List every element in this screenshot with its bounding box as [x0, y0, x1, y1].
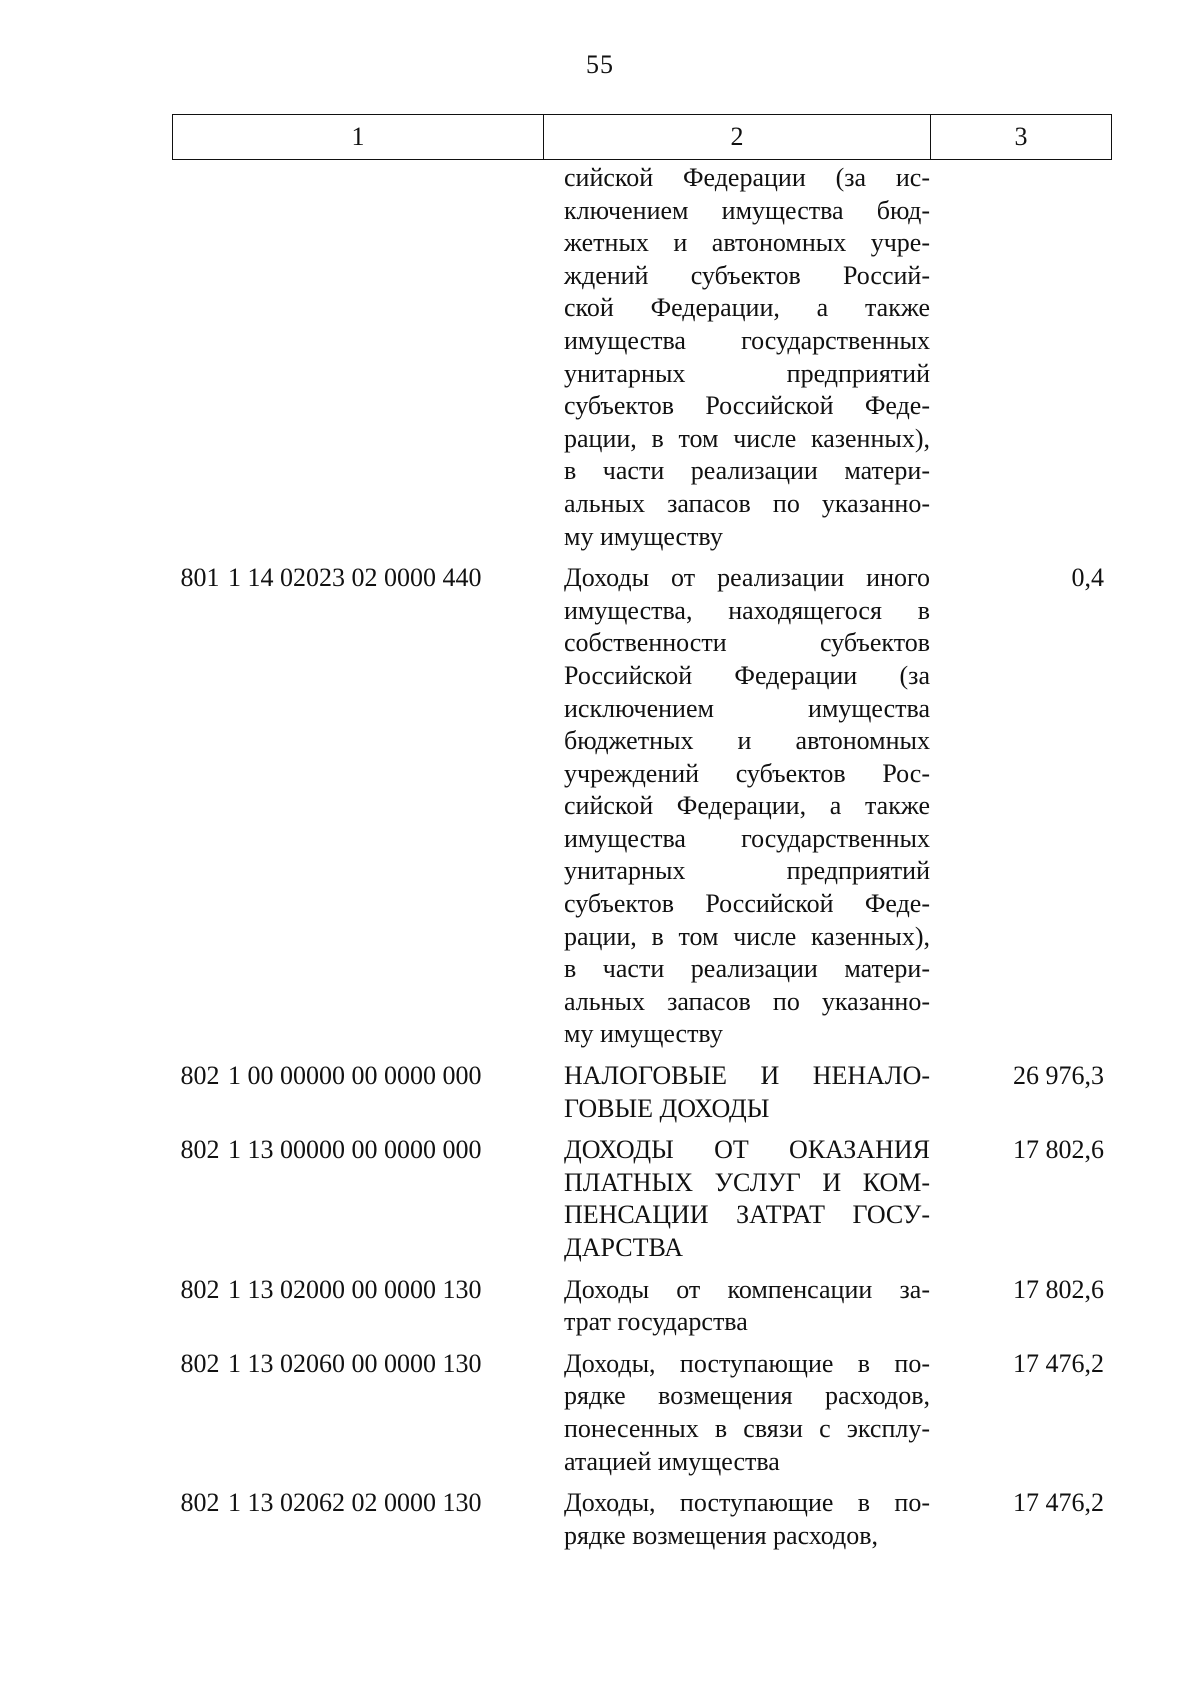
revenue-name-line: Доходы, поступающие в по-	[564, 1348, 930, 1378]
revenue-name-line: ДОХОДЫ ОТ ОКАЗАНИЯ	[564, 1135, 930, 1165]
revenue-name-line: трат государства	[564, 1307, 748, 1337]
revenue-name-line: рации, в том числе казенных),	[564, 921, 930, 951]
revenue-name-line: бюджетных и автономных	[564, 726, 930, 756]
table-row	[172, 1348, 1112, 1478]
admin-code: 801	[180, 563, 220, 593]
revenue-name-line: субъектов Российской Феде-	[564, 889, 930, 919]
revenue-name	[564, 1487, 930, 1552]
amount: 17 802,6	[1013, 1135, 1104, 1165]
admin-code: 802	[180, 1488, 220, 1518]
admin-code: 802	[180, 1348, 220, 1378]
revenue-name-line: ПЕНСАЦИИ ЗАТРАТ ГОСУ-	[564, 1200, 930, 1230]
budget-classification-code: 1 13 02000 00 0000 130	[228, 1274, 482, 1304]
amount: 17 802,6	[1013, 1274, 1104, 1304]
amount: 26 976,3	[1013, 1061, 1104, 1091]
revenue-name-line: ПЛАТНЫХ УСЛУГ И КОМ-	[564, 1167, 930, 1197]
revenue-name-line: унитарных предприятий	[564, 358, 930, 388]
revenue-name-line: имущества государственных	[564, 325, 930, 355]
revenue-name-line: в части реализации матери-	[564, 954, 930, 984]
table-row	[172, 1060, 1112, 1125]
column-header-1: 1	[173, 115, 544, 159]
table-body	[172, 162, 1112, 1561]
revenue-name-line: ГОВЫЕ ДОХОДЫ	[564, 1093, 770, 1123]
revenue-name-line: Доходы, поступающие в по-	[564, 1488, 930, 1518]
table-row	[172, 562, 1112, 1051]
revenue-name-line: учреждений субъектов Рос-	[564, 758, 930, 788]
revenue-name-line: атацией имущества	[564, 1446, 780, 1476]
admin-code: 802	[180, 1274, 220, 1304]
revenue-name-line: рации, в том числе казенных),	[564, 423, 930, 453]
budget-classification-code: 1 13 02062 02 0000 130	[228, 1488, 482, 1518]
revenue-name-line: в части реализации матери-	[564, 456, 930, 486]
amount: 17 476,2	[1013, 1348, 1104, 1378]
amount: 0,4	[1071, 563, 1104, 593]
revenue-name-line: Доходы от реализации иного	[564, 563, 930, 593]
admin-code: 802	[180, 1135, 220, 1165]
revenue-name	[564, 1274, 930, 1339]
revenue-name-line: му имуществу	[564, 1019, 723, 1049]
admin-code: 802	[180, 1061, 220, 1091]
revenue-name	[564, 1134, 930, 1264]
revenue-name	[564, 562, 930, 1051]
revenue-name-line: сийской Федерации (за ис-	[564, 163, 930, 192]
revenue-name-line: собственности субъектов	[564, 628, 930, 658]
revenue-name-line: жетных и автономных учре-	[564, 228, 930, 258]
revenue-name	[564, 162, 930, 553]
revenue-name	[564, 1060, 930, 1125]
revenue-name-line: Российской Федерации (за	[564, 660, 930, 690]
revenue-name-line: имущества государственных	[564, 823, 930, 853]
revenue-name-line: ждений субъектов Россий-	[564, 260, 930, 290]
revenue-name-line: Доходы от компенсации за-	[564, 1274, 930, 1304]
revenue-name-line: альных запасов по указанно-	[564, 488, 930, 518]
page-number: 55	[586, 50, 614, 79]
budget-classification-code: 1 14 02023 02 0000 440	[228, 563, 482, 593]
budget-classification-code: 1 13 02060 00 0000 130	[228, 1348, 482, 1378]
revenue-name-line: ДАРСТВА	[564, 1233, 683, 1262]
amount: 17 476,2	[1013, 1488, 1104, 1518]
column-header-2: 2	[544, 115, 931, 159]
table-row	[172, 1487, 1112, 1552]
revenue-name-line: альных запасов по указанно-	[564, 986, 930, 1016]
table-header	[172, 114, 1112, 160]
revenue-name	[564, 1348, 930, 1478]
revenue-name-line: сийской Федерации, а также	[564, 791, 930, 821]
table-row	[172, 1134, 1112, 1264]
budget-classification-code: 1 13 00000 00 0000 000	[228, 1135, 482, 1165]
revenue-name-line: исключением имущества	[564, 693, 930, 723]
revenue-name-line: унитарных предприятий	[564, 856, 930, 886]
revenue-name-line: му имуществу	[564, 521, 723, 551]
column-header-3: 3	[1014, 122, 1028, 151]
revenue-name-line: НАЛОГОВЫЕ И НЕНАЛО-	[564, 1061, 930, 1091]
revenue-name-line: ской Федерации, а также	[564, 293, 930, 323]
table-row	[172, 1274, 1112, 1339]
revenue-name-line: субъектов Российской Феде-	[564, 391, 930, 421]
budget-classification-code: 1 00 00000 00 0000 000	[228, 1061, 482, 1091]
revenue-name-line: рядке возмещения расходов,	[564, 1520, 879, 1550]
revenue-name-line: понесенных в связи с эксплу-	[564, 1413, 930, 1443]
table-row	[172, 162, 1112, 553]
revenue-name-line: имущества, находящегося в	[564, 595, 930, 625]
revenue-name-line: рядке возмещения расходов,	[564, 1381, 930, 1411]
revenue-name-line: ключением имущества бюд-	[564, 195, 930, 225]
